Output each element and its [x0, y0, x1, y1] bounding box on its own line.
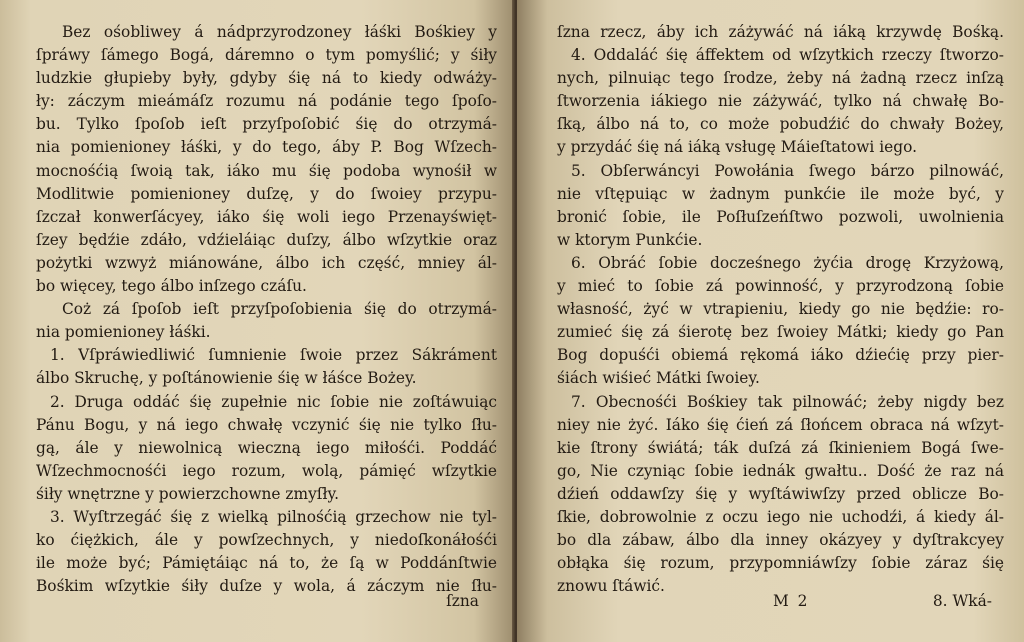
numbered-item-line: 4. Oddaláć śię áffektem od wſzytkich rzeczy ſtworzo- — [571, 46, 1004, 65]
text-line: nych, pilnuiąc tego ſrodze, żeby ná żadną rzecz inſzą — [557, 69, 1004, 88]
text-line: Bez ośobliwey á nádprzyrodzoney łáśki Bośkiey y — [62, 23, 497, 41]
page-footer — [557, 590, 992, 614]
text-line: bu. Tylko ſpoſob ieſt przyſpoſobić śię do otrzymá- — [36, 115, 497, 134]
text-line: bo dla zábaw, álbo dla inney okázyey y dyſtrakcyey — [557, 531, 1004, 550]
text-line: ſzczał konwerſácyey, iáko śię woli iego Przenayświęt- — [36, 207, 497, 226]
text-line: ſzey będźie zdáło, vdźieláiąc duſzy, álbo wſzytkie oraz — [36, 230, 497, 249]
text-line: Bog dopuśći obiemá rękomá iáko dźiećię przy pier- — [557, 346, 1004, 365]
text-line: ſpráwy ſámego Bogá, dáremno o tym pomyślić; y śiły — [36, 46, 497, 65]
catchword-right: 8. Wká- — [932, 592, 992, 610]
right-page — [517, 0, 1024, 642]
text-line: nia pomienioney łáśki, y do tego, áby P. Bog Wſzech- — [36, 138, 497, 157]
text-line: álbo Skruchę, y poſtánowienie śię w łáśce Bożey. — [36, 369, 417, 388]
text-line: Bośkim wſzytkie śiły duſze y wola, á záczym nie ſłu- — [36, 577, 497, 596]
text-line: bo więcey, tego álbo inſzego czáſu. — [36, 277, 307, 296]
text-line: znowu ſtáwić. — [557, 577, 665, 596]
text-line: Pánu Bogu, y ná iego chwałę vczynić śię nie tylko ſłu- — [36, 415, 497, 434]
text-line: bronić ſobie, ile Poſłuſzeńſtwo pozwoli, uwolnienia — [557, 207, 1004, 226]
text-line: własność, żyć w vtrapieniu, kiedy go nie będźie: ro- — [557, 300, 1004, 319]
text-line: ſzna rzecz, áby ich záżywáć ná iáką krzywdę Bośką. — [557, 23, 1004, 41]
text-line: kie ſtrony świátá; ták duſzá zá ſkinieniem Bogá ſwe- — [557, 438, 1004, 457]
section-heading-line: Coż zá ſpoſob ieſt przyſpoſobienia śię do otrzymá- — [62, 300, 497, 319]
text-line: śiách wiśieć Mátki ſwoiey. — [557, 369, 760, 388]
numbered-item-line: 5. Obſerwáncyi Powołánia ſwego bárzo pilnowáć, — [571, 161, 1004, 180]
numbered-item-line: 2. Druga oddáć śię zupełnie nic ſobie nie zoſtáwuiąc — [50, 392, 497, 411]
text-line: pożytki wzwyż miánowáne, álbo ich część, mniey ál- — [36, 253, 497, 272]
text-line: dźień oddawſzy śię y wyſtáwiwſzy przed oblicze Bo- — [557, 484, 1004, 503]
text-line: go, Nie czyniąc ſobie iednák gwałtu.. Dość że raz ná — [557, 461, 1004, 480]
text-line: ludzkie głupieby były, gdyby śię ná to kiedy odwáży- — [36, 69, 497, 88]
text-line: ſką, álbo ná to, co może pobudźić do chwały Bożey, — [557, 115, 1004, 134]
text-line: obłąka śię rozum, przypomniáwſzy ſobie záraz śię — [557, 554, 1004, 573]
text-line: gą, ále y niewolnicą wieczną iego miłośći. Poddáć — [36, 438, 497, 457]
text-line: Wſzechmocnośći iego rozum, wolą, pámięć wſzytkie — [36, 461, 497, 480]
numbered-item-line: 7. Obecnośći Bośkiey tak pilnowáć; żeby nigdy bez — [571, 392, 1004, 411]
numbered-item-line: 3. Wyſtrzegáć śię z wielką pilnośćią grzechow nie tyl- — [50, 507, 497, 526]
text-line: Modlitwie pomienioney duſzę, y do ſwoiey przypu- — [36, 184, 497, 203]
section-heading-line: nia pomienioney łáśki. — [36, 323, 211, 342]
text-line: ſkie, dobrowolnie z oczu iego nie uchodźi, á kiedy ál- — [557, 507, 1004, 526]
text-line: w ktorym Punkćie. — [557, 230, 703, 249]
text-line: śiły wnętrzne y powierzchowne zmyſły. — [36, 484, 340, 503]
text-line: nie vſtępuiąc w żadnym punkćie ile może być, y — [557, 184, 1004, 203]
text-line: ły: záczym mieámáſz rozumu ná podánie tego ſpoſo- — [36, 92, 497, 111]
signature-mark: M 2 — [773, 592, 810, 610]
text-line: mocnośćią ſwoią tak, iáko mu śię podoba wynośił w — [36, 161, 497, 180]
catchword-left: ſzna — [446, 592, 479, 610]
text-line: ile może być; Pámiętáiąc ná to, że ſą w Poddánſtwie — [36, 554, 497, 573]
text-line: zumieć śię zá śierotę bez ſwoiey Mátki; kiedy go Pan — [557, 323, 1004, 342]
text-line: y mieć to ſobie zá powinność, y przyrodzoną ſobie — [557, 277, 1004, 296]
text-line: y przydáć śię ná iáką vsługę Máieſtatowi iego. — [557, 138, 918, 157]
text-line: ſtworzenia iákiego nie záżywáć, tylko ná chwałę Bo- — [557, 92, 1004, 111]
numbered-item-line: 6. Obráć ſobie docześnego żyćia drogę Krzyżową, — [571, 253, 1004, 272]
numbered-item-line: 1. Vſpráwiedliwić ſumnienie ſwoie przez Sákráment — [50, 346, 497, 365]
text-line: niey nie żyć. Iáko śię ćień zá ſłońcem obraca ná wſzyt- — [557, 415, 1004, 434]
text-line: ko ćiężkich, ále y powſzechnych, y niedoſkonáłośći — [36, 531, 497, 550]
